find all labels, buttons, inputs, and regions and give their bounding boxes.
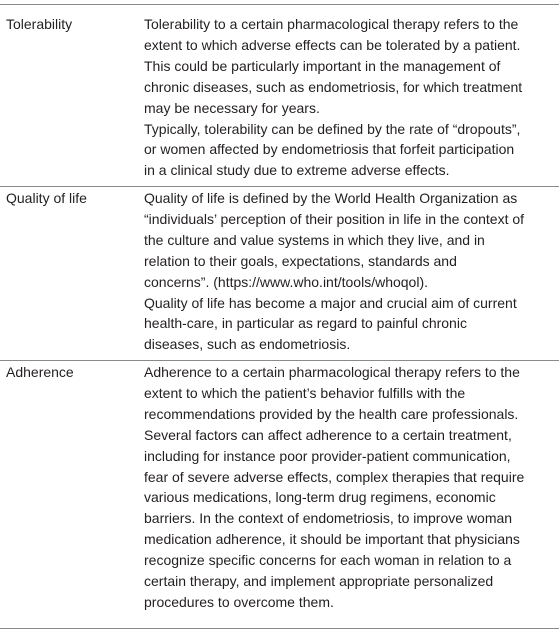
- text-line: recommendations provided by the health care professionals.: [144, 405, 519, 422]
- definition-paragraph: [144, 14, 554, 119]
- definition-cell: [144, 14, 554, 181]
- text-line: Quality of life is defined by the World Health Organization as: [144, 190, 518, 206]
- text-line: diseases, such as endometriosis.: [144, 336, 351, 353]
- text-line: may be necessary for years.: [144, 99, 320, 116]
- definition-paragraph: [144, 362, 554, 613]
- text-line: in a clinical study due to extreme adverse effects.: [144, 162, 450, 179]
- text-line: the culture and value systems in which they live, and in: [144, 231, 485, 248]
- text-line: This could be particularly important in the management of: [144, 57, 501, 74]
- text-line: medication adherence, it should be important that physicians: [144, 531, 520, 548]
- text-line: extent to which the patient’s behavior fulfills with the: [144, 384, 466, 401]
- text-line: Several factors can affect adherence to a certain treatment,: [144, 426, 512, 443]
- text-line: procedures to overcome them.: [144, 593, 334, 610]
- text-line: various medications, long-term drug regimens, economic: [144, 489, 496, 506]
- text-line: Adherence to a certain pharmacological therapy refers to the: [144, 364, 520, 380]
- definition-paragraph: [144, 188, 554, 293]
- text-line: recognize specific concerns for each woman in relation to a: [144, 552, 512, 569]
- text-line: including for instance poor provider-patient communication,: [144, 447, 511, 464]
- definition-cell: [144, 188, 554, 355]
- text-line: or women affected by endometriosis that forfeit participation: [144, 141, 515, 158]
- term-label: Quality of life: [6, 190, 87, 206]
- row-divider: [0, 186, 559, 187]
- text-line: concerns”. (https://www.who.int/tools/whoqol).: [144, 273, 429, 290]
- text-line: fear of severe adverse effects, complex therapies that require: [144, 468, 525, 485]
- text-line: Typically, tolerability can be defined by the rate of “dropouts”,: [144, 120, 521, 137]
- text-line: Quality of life has become a major and crucial aim of current: [144, 294, 517, 311]
- definition-paragraph: [144, 293, 554, 356]
- text-line: health-care, in particular as regard to painful chronic: [144, 315, 467, 332]
- text-line: barriers. In the context of endometriosis, to improve woman: [144, 510, 513, 527]
- term-label: Adherence: [6, 364, 74, 380]
- definition-cell: [144, 362, 554, 613]
- bottom-rule: [0, 628, 559, 629]
- text-line: chronic diseases, such as endometriosis, for which treatment: [144, 78, 523, 95]
- top-rule: [0, 4, 559, 5]
- text-line: certain therapy, and implement appropriate personalized: [144, 573, 494, 590]
- text-line: extent to which adverse effects can be tolerated by a patient.: [144, 36, 521, 53]
- row-divider: [0, 360, 559, 361]
- definition-paragraph: [144, 119, 554, 182]
- text-line: “individuals’ perception of their position in life in the context of: [144, 210, 525, 227]
- text-line: Tolerability to a certain pharmacological therapy refers to the: [144, 16, 519, 32]
- term-label: Tolerability: [6, 16, 73, 32]
- text-line: relation to their goals, expectations, standards and: [144, 252, 457, 269]
